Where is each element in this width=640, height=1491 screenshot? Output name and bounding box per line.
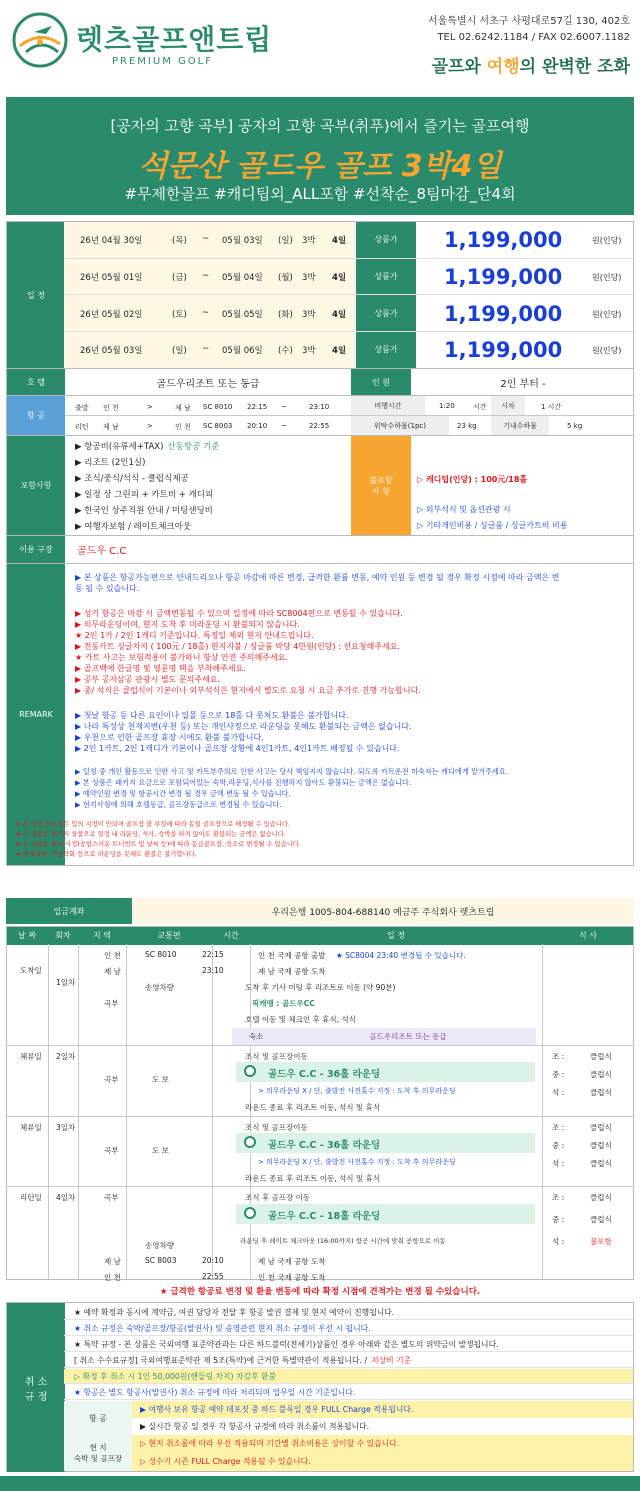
includes-item (75, 503, 345, 519)
meal-label: 석 : (552, 1237, 565, 1246)
price-notice: ★ 급격한 항공료 변경 및 환율 변동에 따라 확정 시점에 견적가는 변경 될 수있습니다. (159, 1287, 481, 1297)
slogan-golf: 골프 (431, 57, 465, 77)
includes-item-text: ▶ 항공비(유류세+TAX) (75, 442, 164, 452)
time: 22:55 (202, 1272, 224, 1281)
bag-value: 23 kg (457, 422, 477, 430)
logo-text[interactable]: 렛츠골프앤트립 (76, 23, 273, 56)
date-from: 26년 05월 03일 (80, 346, 143, 357)
itinerary-header-cell: 날 짜 (18, 930, 36, 940)
deposit-label: 입금계좌 (6, 898, 132, 924)
meal-value: 클럽식 (590, 1070, 612, 1079)
grid-line (78, 944, 79, 1279)
schedule-label: 일 정 (7, 222, 65, 368)
remark-line: ▶ 의무라운딩이며, 현지 도착 후 미라운딩 시 환불되지 않습니다. (75, 620, 300, 629)
excludes-label-1: 불포함 (369, 475, 393, 485)
meal-value: 클럽식 (590, 1123, 612, 1132)
cancel-local-2: ▷ 성수기 시즌 FULL Charge 적용될 수 있습니다. (132, 1453, 633, 1471)
price-unit: 원(인당) (592, 309, 622, 319)
region: 인 천 (104, 1273, 121, 1282)
remark-line: ▶ 공부 공자삼공 관광시 별도 문의주세요. (75, 675, 221, 684)
day-seq: 3일차 (56, 1123, 76, 1132)
cancel-label-1: 취 소 (24, 1376, 48, 1388)
transport: SC 8003 (145, 1256, 177, 1265)
grid-line (542, 944, 543, 1279)
course-value: 골드우 C.C (77, 546, 127, 557)
meal-value: 클럽식 (590, 1141, 612, 1150)
meal-label: 중 : (552, 1215, 565, 1224)
carry-value: 5 kg (567, 422, 583, 430)
banner-tags: #무제한골프 #캐디팁외_ALL포함 #선착순_8팀마감_단4회 (124, 185, 516, 203)
golf-flag-icon (244, 1065, 256, 1077)
schedule-line: 제 남 국제 공항 도착 (258, 1257, 326, 1266)
bag-label: 위탁수하물(1pc) (351, 416, 449, 435)
company-address: 서울특별시 서초구 사평대로57길 130, 402호 (427, 16, 630, 27)
itinerary-header-cell: 교통편 (157, 930, 181, 940)
flight-ret-dep: 20:10 (247, 422, 268, 430)
day-date: 도착일 (20, 966, 42, 975)
day-to: (화) (278, 309, 293, 320)
flight-ret-arrow: > (147, 422, 153, 430)
deposit-row (6, 898, 634, 924)
meal-label: 중 : (552, 1141, 565, 1150)
meal-value: 클럽식 (590, 1159, 612, 1168)
day-date: 리턴일 (20, 1193, 42, 1202)
transport: SC 8010 (145, 950, 177, 959)
flight-time-unit: 시간 (473, 403, 487, 411)
grid-line (6, 1186, 634, 1187)
cancel-line (64, 1369, 633, 1384)
tilde: ~ (202, 344, 210, 355)
cancel-label (7, 1303, 65, 1472)
company-tel[interactable]: TEL 02.6242.1184 / FAX 02.6007.1182 (437, 32, 630, 43)
remark-line: ▶ 골프백에 한글명 및 영문명 택을 부착해주세요. (75, 664, 246, 673)
slogan (360, 52, 630, 77)
remark-row (6, 564, 634, 866)
schedule-row (64, 295, 633, 332)
schedule-line: 조식 및 골프장이동 (245, 1052, 308, 1061)
transport: 도 보 (152, 1075, 169, 1084)
schedule-line: 호텔 이동 및 체크인 후 휴식, 석식 (245, 1015, 356, 1024)
region: 인 천 (104, 951, 121, 960)
golf-round-text: 골드우 C.C - 36홀 라운딩 (268, 1140, 381, 1151)
includes-item-text: ▶ 여행자보험 / 레이트체크아웃 (75, 522, 192, 532)
nights: 3박 (302, 309, 316, 320)
remark-line: ▶ 2인 1카트, 2인 1캐디가 기본이나 골프장 상황에 4인1카트, 4인1카트 배정될 수 있습니다. (75, 744, 400, 753)
schedule-line: > 의무라운딩 X / 단, 출발전 사전홀수 지정 : 도착 후 의무라운딩 (258, 1158, 456, 1166)
region: 곡부 (104, 1146, 119, 1155)
hotel-value: 골드우리조트 또는 동급 (156, 378, 260, 390)
cancel-air-label: 항 공 (64, 1401, 132, 1435)
remark-group (15, 820, 631, 860)
excludes-label (351, 436, 411, 535)
includes-row (6, 436, 634, 536)
remark-line: ★ 본 상품 골프장은 입의 지정이 안되며 골프장 볼 부킹에 따라 동일 골프장으로 배정될 수 있습니다. (15, 821, 290, 828)
meal-value: 클럽식 (590, 1215, 612, 1224)
grid-line (48, 944, 49, 1279)
golf-flag-icon (244, 1136, 256, 1148)
day-from: (목) (172, 236, 187, 247)
day-to: (일) (278, 236, 293, 247)
people-value: 2인 부터 - (500, 378, 546, 390)
date-to: 05월 03일 (222, 236, 263, 247)
cancel-line-text: ★ 특약 규정 - 본 상품은 국외여행 표준약관과는 다른 하드블럭(전세기)상품인 경우 아래와 같은 별도의 위약금이 발생됩니다. (74, 1340, 499, 1349)
includes-item (75, 439, 345, 455)
cancel-air-1: ▶ 여행사 보유 항공 예약 데포짓 중 하드 블록일 경우 FULL Charge 적용됩니다. (132, 1401, 633, 1418)
includes-item-text: ▶ 일정 상 그린피 + 카트비 + 캐디피 (75, 490, 214, 500)
remark-line: 동 될 수 있습니다. (75, 584, 140, 593)
day-date: 체류일 (20, 1052, 42, 1061)
flight-time-value: 1:20 (439, 402, 455, 410)
flight-out-dep: 22:15 (247, 403, 268, 411)
hotel-row (6, 369, 634, 396)
flight-out-to: 제 남 (175, 404, 191, 412)
remark-line: ▶ 우천으로 인한 골프장 휴장 시에도 환불 불가합니다. (75, 733, 264, 742)
itinerary-header-cell: 회차 (55, 930, 71, 940)
price-unit: 원(인당) (592, 273, 622, 283)
flight-label: 항 공 (7, 396, 65, 435)
includes-item (75, 519, 345, 535)
includes-item (75, 487, 345, 503)
remark-line: ▶ 본 상품은 패키지 요금으로 포함되어있는 숙박,라운딩,식사를 진행하지 않아도 환불되는 금액은 없습니다. (75, 778, 412, 787)
day-from: (일) (172, 346, 187, 357)
schedule-line: 라운드 종료 후 리조트 이동, 석식 및 휴식 (245, 1174, 380, 1183)
schedule-line: 제 남 국제 공항 도착 (258, 967, 326, 976)
tilde: ~ (202, 271, 210, 282)
remark-group (75, 608, 631, 696)
cancel-label-2: 규 정 (24, 1391, 48, 1403)
schedule-line: 인 천 국제 공항 출발 (258, 951, 326, 960)
remark-group (75, 766, 631, 810)
itinerary-header-cell: 일 정 (387, 930, 405, 940)
cancel-line (64, 1305, 633, 1320)
schedule-line: 조식 및 골프장이동 (245, 1123, 308, 1132)
price-label: 상품가 (356, 259, 416, 295)
meal-label: 중 : (552, 1070, 565, 1079)
includes-label: 포함사항 (7, 436, 65, 535)
golf-logo-icon (12, 12, 68, 68)
schedule-line: 도착 후 기사 미팅 후 리조트로 이동 (약 90분) (245, 983, 396, 992)
meal-label: 석 : (552, 1159, 565, 1168)
day-from: (금) (172, 273, 187, 284)
slogan-travel: 여행 (486, 57, 520, 77)
price-unit: 원(인당) (592, 236, 622, 246)
schedule-line: ★ SC8004 23:40 변경될 수 있습니다. (336, 951, 466, 960)
price-label: 상품가 (356, 332, 416, 368)
cancel-line-text: ★ 취소 규정은 숙박/골프장/항공(발권사) 및 송영관련 현지 취소 규정이 우선 시 됩니다. (74, 1324, 371, 1333)
transport: 도 보 (152, 1146, 169, 1155)
flight-ret-code: SC 8003 (203, 422, 233, 430)
flight-out (69, 399, 351, 415)
flight-ret (69, 418, 351, 434)
includes-item-text: ▶ 리조트 (2인1실) (75, 458, 146, 468)
slogan-mid: 와 (464, 57, 487, 77)
cancel-line (64, 1337, 633, 1352)
grid-line (6, 1116, 634, 1117)
remark-line: ★ 본 상품은 패키지 상품으로 일정 내 라운딩, 식사, 숙박을 하지 않아도 환불되는 금액은 없습니다. (15, 831, 286, 838)
golf-round-text: 골드우 C.C - 18홀 라운딩 (268, 1211, 381, 1222)
day-seq: 1일차 (56, 978, 76, 987)
price-value: 1,199,000 (444, 301, 563, 326)
meal-label: 조 : (552, 1123, 565, 1132)
tilde: ~ (202, 234, 210, 245)
grid-line (212, 944, 213, 1279)
nights: 3박 (302, 346, 316, 357)
includes-item-text: ▶ 조식/중식/석식 - 클럽식제공 (75, 474, 189, 484)
price-unit: 원(인당) (592, 346, 622, 356)
region: 제 남 (104, 1257, 121, 1266)
day-to: (월) (278, 273, 293, 284)
flight-tz-label: 시차 (491, 396, 525, 415)
footer-bar (0, 1476, 640, 1491)
meal-label: 조 : (552, 1193, 565, 1202)
title-banner (6, 97, 634, 215)
day-to: (수) (278, 346, 293, 357)
meal-value: 클럽식 (590, 1193, 612, 1202)
remark-line: ▶ 예약인원 변경 및 항공시간 변경 될 경우 금액 변동 될 수 있습니다. (75, 789, 291, 798)
remark-line: ▶ 일정 중 개인 활동으로 인한 사고 및 카트부주의로 인한 사고는 당사 책임지지 않습니다. 되도록 카트운전 미숙자는 캐디에게 맡겨주세요. (75, 767, 509, 776)
flight-out-arrow: > (147, 403, 153, 411)
hotel-label-cell: 숙소 (232, 1028, 280, 1045)
remark-line: ▶ 본 상품은 항공가능편으로 안내드리오나 항공 마감에 따른 변경, 급격한 환률 변동, 예약 인원 등 변경 될 경우 확정 시점에 따라 금액은 변 (75, 573, 560, 582)
schedule-line: 인 천 국제 공항 도착 (258, 1273, 326, 1282)
remark-line: ▶ 현지사정에 의해 호텔동급, 골프장동급으로 변경될 수 있습니다. (75, 800, 282, 809)
cancel-line-text: ★ 예약 확정과 동시에 계약금, 여권 담당자 전달 후 항공 발권 결제 및 현지 예약이 진행됩니다. (74, 1308, 395, 1317)
cancel-local-label (64, 1435, 132, 1471)
remark-line: ▶ 중/ 석식은 클럽식이 기본이나 외부석식은 현지에서 별도로 요청 시 요금 추가로 진행 가능합니다. (75, 686, 421, 695)
cancel-line-text: ★ 항공은 별도 항공사(발권사) 취소 규정에 따라 처리되며 업무일 시간 기준입니다. (74, 1388, 356, 1397)
day-date: 체류일 (20, 1123, 42, 1132)
includes-list (75, 439, 345, 535)
excludes-label-2: 사 항 (372, 486, 390, 496)
people-label: 인 원 (351, 369, 411, 395)
region: 곡부 (104, 999, 119, 1008)
hotel-value-cell: 골드우리조트 또는 동급 (280, 1028, 536, 1045)
excludes-item-2: ▷ 외부석식 및 옵션관광 시 (417, 505, 511, 514)
itinerary-header-cell: 지 역 (93, 930, 111, 940)
cancel-line-extra: 지상비 기준 (371, 1356, 412, 1365)
logo-subtitle: PREMIUM GOLF (112, 56, 213, 67)
remark-line: ★ 2인 1카 / 2인 1캐디 기준입니다. 특정일 제외 현지 안내드립니다. (75, 631, 314, 640)
remark-line: ▶ 첫날 항공 등 다른 요인이나 일몰 등으로 18홀 다 못쳐도 환불은 불가합니다. (75, 711, 349, 720)
hotel-label: 호 텔 (7, 369, 65, 395)
grid-line (126, 944, 127, 1279)
schedule-line: > 의무라운딩 X / 단, 출발전 사전홀수 지정 : 도착 후 의무라운딩 (258, 1087, 456, 1095)
golf-flag-icon (244, 1207, 256, 1219)
time: 20:10 (202, 1256, 224, 1265)
deposit-value: 우리은행 1005-804-688140 예금주 주식회사 렛츠트립 (132, 898, 634, 924)
meal-value: 클럽식 (590, 1088, 612, 1097)
cancel-line (64, 1385, 633, 1400)
cancel-line-text: [ 취소 수수료규정] 국외여행표준약관 제 5조(특약)에 근거한 특별약관이 적용됩니다. / (74, 1356, 368, 1365)
schedule-row (64, 222, 633, 259)
cancel-local-label-2: 숙박 및 골프장 (73, 1454, 123, 1463)
cancel-line (64, 1321, 633, 1336)
flight-ret-from: 제 남 (103, 423, 119, 431)
flight-ret-dir: 리턴 (75, 423, 89, 431)
remark-line: ★ 본 상품은 현지 사정(공항스러운 트너먼트 및 날씨 등)에 따라 동급골프장, 숙소로 변경될 수 있습니다. (15, 841, 301, 848)
includes-item-text: ▶ 한국인 상주직원 안내 / 미팅샌딩비 (75, 506, 213, 516)
date-from: 26년 05월 02일 (80, 309, 143, 320)
flight-ret-arr: 22:55 (309, 422, 330, 430)
schedule-line: 라운딩 후 레이트 체크아웃 (16:00까지) 항공 시간에 맞춰 공항으로 이동 (240, 1237, 446, 1245)
price-label: 상품가 (356, 222, 416, 258)
meal-label: 조 : (552, 1052, 565, 1061)
schedule-line: 라운드 종료 후 리조트 이동, 석식 및 휴식 (245, 1103, 380, 1112)
cancel-line (64, 1353, 633, 1368)
date-to: 05월 05일 (222, 309, 263, 320)
flight-out-tilde: ~ (281, 403, 287, 411)
course-row (6, 536, 634, 564)
date-to: 05월 06일 (222, 346, 263, 357)
date-to: 05월 04일 (222, 273, 263, 284)
day-from: (토) (172, 309, 187, 320)
flight-ret-tilde: ~ (281, 422, 287, 430)
flight-time-label: 비행시간 (351, 396, 425, 415)
includes-item-extra: 산동항공 기준 (167, 442, 220, 452)
price-label: 상품가 (356, 295, 416, 331)
region: 제 남 (104, 967, 121, 976)
nights: 3박 (302, 236, 316, 247)
itinerary-header-cell: 식 사 (579, 930, 597, 940)
time: 23:10 (202, 966, 224, 975)
schedule-row (64, 259, 633, 296)
schedule-line: 조식 후 골프장 이동 (245, 1193, 311, 1202)
schedule-line: 픽캐맹 : 골드우CC (252, 999, 315, 1008)
flight-tz-value: 1 시간 (541, 403, 562, 411)
cancel-line-text: ▷ 확정 후 취소 시 1인 50,000원(핸들링 차지) 차감후 환불 (74, 1372, 277, 1381)
price-value: 1,199,000 (444, 228, 563, 253)
remark-group (75, 710, 631, 754)
price-value: 1,199,000 (444, 265, 563, 290)
header (0, 0, 640, 88)
course-label: 이용 구장 (7, 536, 65, 563)
banner-subtitle: [공자의 고향 곡부] 공자의 고향 곡부(취푸)에서 즐기는 골프여행 (110, 117, 530, 135)
region: 곡부 (104, 1075, 119, 1084)
cancel-air-2: ▶ 실시간 항공 일 경우 각 항공사 규정에 따라 취소룰이 적용됩니다. (140, 1422, 370, 1431)
nights: 3박 (302, 273, 316, 284)
transport: 송영차량 (145, 1241, 174, 1250)
meal-value: 클럽식 (590, 1052, 612, 1061)
excludes-item-1: ▷ 캐디팁(인당) : 100元/18홀 (417, 475, 528, 484)
remark-line: ★ 카트 사고는 보험적용이 불가하니 항상 안전 주의해주세요. (75, 653, 288, 662)
flight-out-from: 인 천 (103, 404, 119, 412)
day-seq: 4일차 (56, 1193, 76, 1202)
remark-line: ▶ 전동카트 싱글차지 ( 100元 / 18홀) 현지지불 / 싱글룸 박당 4만원(인당) : 선요청해주세요. (75, 642, 400, 651)
day-seq: 2일차 (56, 1052, 76, 1061)
remark-line: ▶ 성기 항공은 마감 시 금액변동될 수 있으며 일정에 따라 SC8004편으로 변동될 수 있습니다. (75, 609, 403, 618)
carry-label: 기내수하물 (491, 416, 549, 435)
remark-line: ▶ 나라 특성상 천재지변(우천 등) 또는 개인사정으로 라운딩을 못해도 환불되는 금액은 없습니다. (75, 722, 412, 731)
meal-value: 불포함 (590, 1237, 612, 1246)
cancel-local-label-1: 현 지 (89, 1443, 107, 1452)
itinerary-header-cell: 시간 (223, 930, 239, 940)
golf-round-text: 골드우 C.C - 36홀 라운딩 (268, 1069, 381, 1080)
flight-row (6, 396, 634, 436)
cancel-local-1: ▷ 현지 취소룰에 따라 우선 적용되며 기간별 취소비용은 상이할 수 있습니다. (132, 1435, 633, 1453)
price-value: 1,199,000 (444, 338, 563, 363)
remark-group (75, 572, 631, 594)
days: 4일 (332, 273, 347, 284)
date-from: 26년 04월 30일 (80, 236, 143, 247)
includes-item (75, 455, 345, 471)
flight-ret-to: 인 천 (175, 423, 191, 431)
slogan-rest: 의 완벽한 조화 (519, 57, 630, 77)
remark-label: REMARK (7, 564, 65, 865)
excludes-item-3: ▷ 기타개인비용 / 싱글룸 / 싱글카트비 비용 (417, 521, 568, 530)
flight-out-code: SC 8010 (203, 403, 233, 411)
days: 4일 (332, 236, 347, 247)
region: 곡부 (104, 1193, 119, 1202)
flight-out-dir: 출발 (75, 404, 89, 412)
time: 22:15 (202, 950, 224, 959)
days: 4일 (332, 346, 347, 357)
tilde: ~ (202, 307, 210, 318)
banner-title: 석문산 골드우 골프 3박4일 (138, 149, 502, 184)
remark-line: ★ 천재지변, 기상악화 등으로 라운딩을 못해도 환불은 불가합니다. (15, 851, 197, 858)
grid-line (6, 1045, 634, 1046)
schedule-row (64, 332, 633, 369)
flight-out-arr: 23:10 (309, 403, 330, 411)
includes-item (75, 471, 345, 487)
days: 4일 (332, 309, 347, 320)
date-from: 26년 05월 01일 (80, 273, 143, 284)
transport: 송영차량 (145, 983, 174, 992)
meal-label: 석 : (552, 1088, 565, 1097)
